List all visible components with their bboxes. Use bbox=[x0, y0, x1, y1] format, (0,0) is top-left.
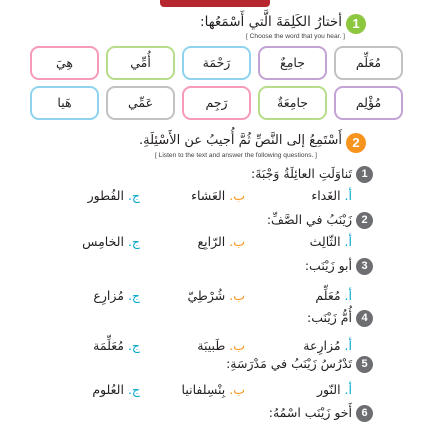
question-1-number: 1 bbox=[356, 166, 373, 183]
option-letter-c: ج. bbox=[127, 382, 140, 397]
option-letter-a: أ. bbox=[344, 338, 352, 353]
option-letter-a: أ. bbox=[344, 188, 352, 203]
option-b-text: بِنْسِلفانيا bbox=[181, 382, 226, 397]
option-letter-c: ج. bbox=[127, 338, 140, 353]
question-1-option-a[interactable] bbox=[311, 188, 352, 203]
question-1-option-b[interactable] bbox=[191, 188, 245, 203]
question-3-option-b[interactable] bbox=[188, 288, 245, 303]
question-4-text: أُمُّ زَيْنَب: bbox=[307, 310, 352, 325]
option-a-text: الثّالِث bbox=[309, 234, 341, 249]
word-option[interactable]: جامِعَةٌ bbox=[258, 86, 327, 120]
option-letter-b: ب. bbox=[229, 188, 245, 203]
option-c-text: العُلوم bbox=[92, 382, 124, 397]
exercise-2-number: 2 bbox=[346, 133, 366, 153]
option-c-text: الفُطور bbox=[87, 188, 124, 203]
word-option[interactable]: رَجِم bbox=[182, 86, 251, 120]
option-letter-b: ب. bbox=[229, 288, 245, 303]
option-a-text: الغَداء bbox=[311, 188, 341, 203]
word-option[interactable]: جامِعٌ bbox=[258, 46, 327, 80]
exercise-1-title: أختارُ الكَلِمَةَ الَّتي أَسْمَعُها: bbox=[200, 14, 342, 30]
question-1-text: تَناوَلَتِ العائِلَةُ وَجْبَةَ: bbox=[250, 166, 352, 181]
word-option[interactable]: هَيا bbox=[30, 86, 99, 120]
question-3-option-a[interactable] bbox=[315, 288, 352, 303]
exercise-1-subtitle: [ Choose the word that you hear. ] bbox=[246, 33, 345, 40]
question-2-number: 2 bbox=[356, 212, 373, 229]
question-2-option-c[interactable] bbox=[82, 234, 140, 249]
question-4-option-c[interactable] bbox=[93, 338, 140, 353]
exercise-1-number: 1 bbox=[346, 14, 366, 34]
word-option[interactable]: أُمِّي bbox=[106, 46, 175, 80]
question-5-option-a[interactable] bbox=[317, 382, 352, 397]
option-a-text: مُعَلِّم bbox=[315, 288, 341, 303]
option-letter-c: ج. bbox=[127, 288, 140, 303]
question-4-option-b[interactable] bbox=[197, 338, 245, 353]
word-option[interactable]: رَحْمَة bbox=[182, 46, 251, 80]
question-3-option-c[interactable] bbox=[93, 288, 140, 303]
option-b-text: شُرْطِيّ bbox=[187, 288, 226, 303]
question-2-option-a[interactable] bbox=[310, 234, 352, 249]
question-3-number: 3 bbox=[356, 258, 373, 275]
word-option[interactable]: هِيَ bbox=[30, 46, 99, 80]
word-choice-grid bbox=[30, 46, 406, 122]
option-b-text: طَبيبَة bbox=[197, 338, 226, 353]
question-5-text: تَدْرُسُ زَيْنَبُ في مَدْرَسَةِ: bbox=[226, 356, 352, 371]
word-option[interactable]: مُعَلِّم bbox=[334, 46, 403, 80]
option-letter-a: أ. bbox=[344, 234, 352, 249]
question-5-option-b[interactable] bbox=[182, 382, 245, 397]
question-2-option-b[interactable] bbox=[197, 234, 245, 249]
option-letter-b: ب. bbox=[229, 382, 245, 397]
option-letter-a: أ. bbox=[344, 288, 352, 303]
question-6-text: أَخو زَيْنَب اسْمُهُ: bbox=[268, 405, 352, 420]
option-b-text: العَشاء bbox=[191, 188, 226, 203]
question-2-text: زَيْنَبُ في الصَّفِّ: bbox=[266, 212, 352, 227]
word-option[interactable]: عَمِّي bbox=[106, 86, 175, 120]
option-c-text: الخامِس bbox=[82, 234, 124, 249]
question-4-option-a[interactable] bbox=[303, 338, 352, 353]
question-3-text: أبو زَيْنَب: bbox=[304, 258, 352, 273]
word-option[interactable]: مُؤْلِم bbox=[334, 86, 403, 120]
exercise-2-title: أَسْتَمِعُ إلى النَّصِّ ثُمَّ أُجيبُ عن الأَسْئِلَةِ. bbox=[139, 133, 342, 148]
option-c-text: مُزارِع bbox=[93, 288, 124, 303]
option-a-text: مُزارِعة bbox=[303, 338, 341, 353]
question-5-number: 5 bbox=[356, 356, 373, 373]
question-5-option-c[interactable] bbox=[92, 382, 140, 397]
page-header-strip bbox=[160, 0, 270, 7]
option-letter-c: ج. bbox=[127, 234, 140, 249]
option-letter-a: أ. bbox=[344, 382, 352, 397]
option-letter-b: ب. bbox=[229, 234, 245, 249]
question-6-number: 6 bbox=[356, 405, 373, 422]
option-b-text: الرّابِع bbox=[197, 234, 226, 249]
option-letter-b: ب. bbox=[229, 338, 245, 353]
question-1-option-c[interactable] bbox=[88, 188, 140, 203]
question-4-number: 4 bbox=[356, 310, 373, 327]
option-a-text: النّور bbox=[317, 382, 341, 397]
option-c-text: مُعَلِّمَة bbox=[93, 338, 124, 353]
option-letter-c: ج. bbox=[127, 188, 140, 203]
exercise-2-subtitle: [ Listen to the text and answer the following questions. ] bbox=[155, 152, 318, 159]
